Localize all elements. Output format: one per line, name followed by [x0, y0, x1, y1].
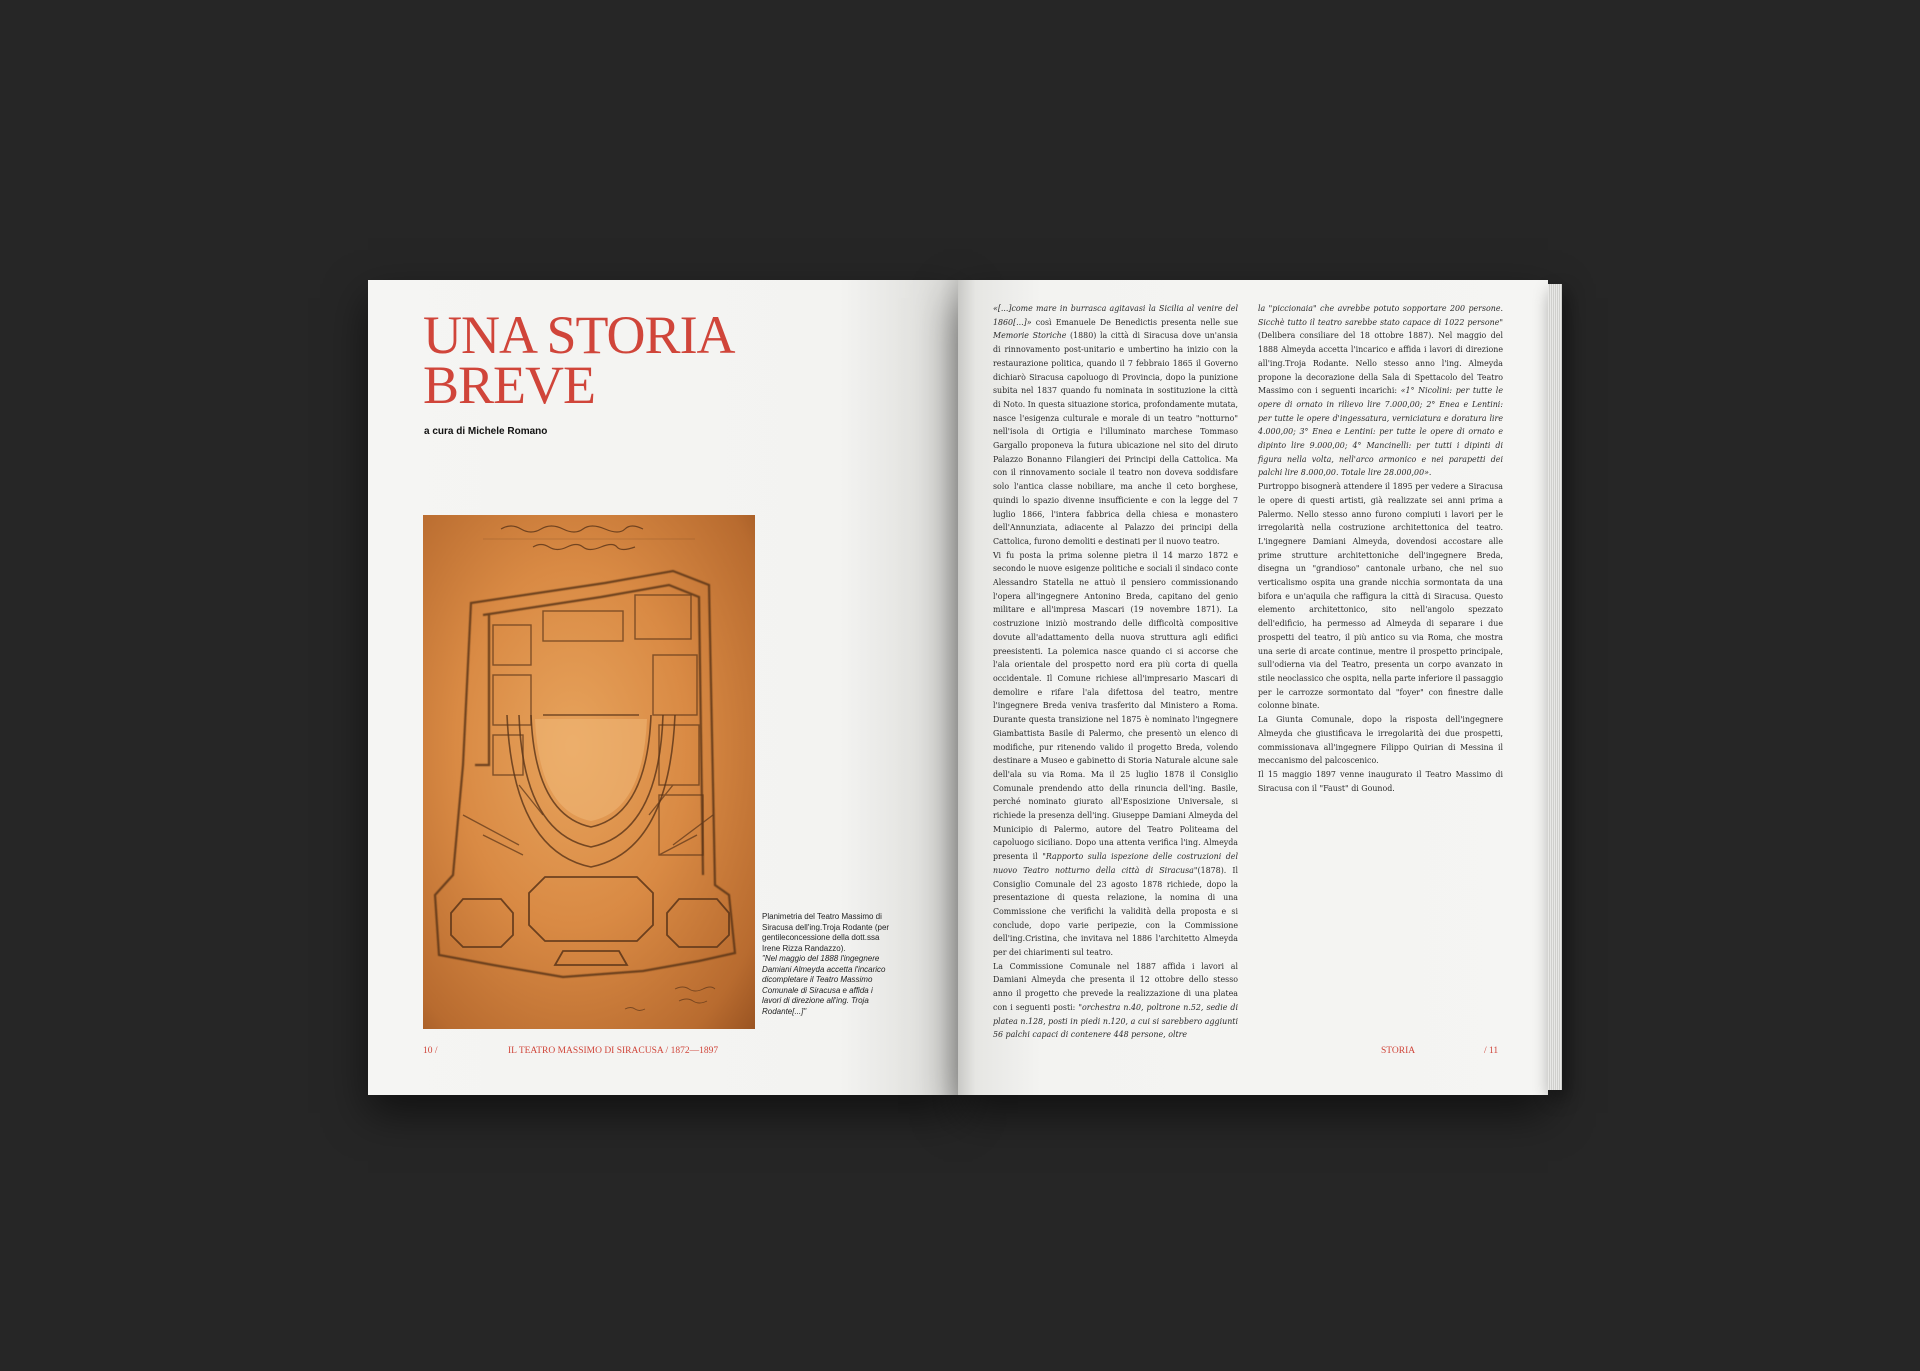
col2-p1-text: (Delibera consiliare del 18 ottobre 1887). Nel maggio del 1888 Almeyda accetta l'incarico e affida i lavori di direzione all'ing.Troja Rodante. Nello stesso anno l'ing. Almeyda propone la decorazione della Sala di Spettacolo del Teatro Massimo con i seguenti incarichi: — [1258, 331, 1503, 396]
col1-p2-text: Vi fu posta la prima solenne pietra il 14 marzo 1872 e secondo le nuove esigenze politiche e sociali il sindaco conte Alessandro Statella ne attuò il pensiero commissionando l'opera all'ingegnere Antonino Breda, capitano del genio militare e all'impresa Mascari (19 novembre 1871). La costruzione iniziò mostrando delle difficoltà compositive dovute all'adattamento della nuova struttura agli edifici preesistenti. La polemica nasce quando ci si accorse che l'ala orientale del prospetto nord era più corta di quella occidentale. Il Comune richiese all'impresario Mascari di demolire e rifare l'ala difettosa del teatro, mentre l'ingegnere Breda veniva trasferito dal Ministero a Roma. Durante questa transizione nel 1875 è nominato l'ingegnere Giambattista Basile di Palermo, che presentò un elenco di modifiche, pur ritenendo valido il progetto Breda, volendo destinare a Museo e gabinetto di Storia Naturale alcune sale dell'ala su via Roma. Ma il 25 luglio 1878 il Consiglio Comunale prendendo atto della rinuncia dell'ing. Basile, perché nominato giurato all'Esposizione Universale, si richiede la presenza dell'ing. Giuseppe Damiani Almeyda del Municipio di Palermo, autore del Teatro Politeama del capoluogo siciliano. Dopo una attenta verifica l'ing. Almeyda presenta il — [993, 550, 1238, 862]
col1-paragraph-1 — [993, 302, 1238, 549]
col1-p2-text-b: (1878). Il Consiglio Comunale del 23 agosto 1878 richiede, dopo la presentazione di questa relazione, la nomina di una Commissione che verifichi la validità della proposta e si conclude, dopo varie peripezie, con la Commissione dell'ing.Cristina, che invitava nel 1886 l'architetto Almeyda per dei chiarimenti sul teatro. — [993, 865, 1238, 958]
section-label: STORIA — [1381, 1046, 1416, 1056]
running-head: IL TEATRO MASSIMO DI SIRACUSA / 1872—1897 — [508, 1046, 719, 1056]
col2-paragraph-4: Il 15 maggio 1897 venne inaugurato il Teatro Massimo di Siracusa con il "Faust" di Gounod. — [1258, 769, 1503, 793]
byline: a cura di Michele Romano — [424, 426, 548, 437]
col1-paragraph-3 — [993, 960, 1238, 1042]
title-line-1: UNA STORIA — [423, 305, 735, 365]
title-line-2: BREVE — [423, 355, 596, 415]
left-page — [368, 280, 958, 1095]
auditorium-floor — [535, 719, 647, 821]
floor-plan-drawing — [423, 515, 755, 1029]
signature-marks — [625, 987, 715, 1011]
folio-page-number-left: 10 / — [423, 1046, 438, 1056]
caption-text: Planimetria del Teatro Massimo di Siracusa dell'ing.Troja Rodante (per gentileconcessione della dott.ssa Irene Rizza Randazzo). — [762, 912, 890, 953]
text-column-1 — [993, 302, 1238, 1042]
folio-page-number-right: / 11 — [1484, 1046, 1499, 1056]
col1-p1-text-b: (1880) la città di Siracusa dove un'ansia di rinnovamento post-unitario e umbertino ha inizio con la restaurazione politica, quando il 7 febbraio 1865 il Governo dichiarò Siracusa capoluogo di Provincia, dopo la punizione subita nel 1837 quando fu nominata in sostituzione la città di Noto. In questa situazione storica, profondamente mutata, nasce l'esigenza culturale e morale di un teatro "notturno" nell'isola di Ortigia e l'illuminato marchese Tommaso Gargallo proponeva la futura ubicazione nel sito del diruto Palazzo Bonanno Filangieri dei Principi della Cattolica. Ma con il rinnovamento sociale il teatro non doveva soddisfare solo l'antica classe nobiliare, ma anche il ceto borghese, quindi lo spazio divenne insufficiente e con la legge del 7 luglio 1866, l'intera fabbrica della chiesa e monastero dell'Annunziata, adiacente al Palazzo dei principi della Cattolica, furono demoliti e destinati per il nuovo teatro. — [993, 331, 1239, 546]
page-title — [423, 305, 735, 415]
col1-report-title: "Rapporto sulla ispezione delle costruzioni del nuovo Teatro notturno della città di Siracusa" — [993, 852, 1238, 875]
col1-paragraph-2 — [993, 549, 1238, 960]
page-stack-edge — [1548, 284, 1562, 1090]
col2-paragraph-3: La Giunta Comunale, dopo la risposta dell'ingegnere Almeyda che giustificava le irregolarità dei due prospetti, commissionava all'ingegnere Filippo Quirian di Messina il meccanismo del palcoscenico. — [1258, 715, 1503, 766]
col2-paragraph-1 — [1258, 302, 1503, 480]
col1-quote: «[...]come mare in burrasca agitavasi la Sicilia al venire del 1860[...]» — [993, 304, 1238, 327]
text-column-2 — [1258, 302, 1503, 795]
col1-p3-text: La Commissione Comunale nel 1887 affida i lavori al Damiani Almeyda che presenta il 12 ottobre dello stesso anno il progetto che prevede la realizzazione di una platea con i seguenti posti: — [993, 961, 1238, 1012]
floor-plan-image — [423, 515, 755, 1029]
col2-quote: la "piccionaia" che avrebbe potuto sopportare 200 persone. Sicchè tutto il teatro sarebbe stato capace di 1022 persone" — [1258, 304, 1503, 327]
col1-book-title: Memorie Storiche — [993, 331, 1067, 341]
col1-p3-quote: "orchestra n.40, poltrone n.52, sedie di platea n.128, posti in piedi n.120, a cui si sarebbero aggiunti 56 palchi capaci di contenere 448 persone, oltre — [993, 1002, 1238, 1040]
image-caption — [762, 912, 892, 1017]
col1-p1-text-a: così Emanuele De Benedictis presenta nelle sue — [1031, 317, 1238, 327]
handwritten-title-mark — [483, 526, 695, 550]
caption-quote: "Nel maggio del 1888 l'ingegnere Damiani Almeyda accetta l'incarico dicompletare il Teatro Massimo Comunale di Siracusa e affida i lavori di direzione all'ing. Troja Rodante[...]" — [762, 954, 886, 1016]
right-page — [958, 280, 1548, 1095]
col2-commissions: «1° Nicolini: per tutte le opere di ornato in rilievo lire 7.000,00; 2° Enea e Lentini: per tutte le opere d'ingessatura, verniciatura e doratura lire 4.000,00; 3° Enea e Lentini: per tutte le opere di ornato e dipinto lire 9.000,00; 4° Mancinelli: per tutti i dipinti di figura nella volta, nell'arco armonico e nei parapetti dei palchi lire 8.000,00. Totale lire 28.000,00». — [1258, 386, 1504, 478]
col2-paragraph-2: Purtroppo bisognerà attendere il 1895 per vedere a Siracusa le opere di questi artisti, già realizzate sei anni prima a Palermo. Nello stesso anno furono compiuti i lavori per le irregolarità nella costruzione architettonica del teatro. L'ingegnere Damiani Almeyda, dovendosi accostare alle prime strutture architettoniche dell'ingegnere Breda, disegna un "grandioso" cantonale urbano, che nel suo verticalismo ospita una grande nicchia sormontata da una bifora e un'aquila che raffigura la città di Siracusa. Questo elemento architettonico, sito nell'angolo spezzato dell'edificio, ha permesso ad Almeyda di separare i due prospetti del teatro, il più antico su via Roma, che mostra una serie di arcate continue, mentre il prospetto principale, sull'odierna via del Teatro, presenta un corpo avanzato in stile neoclassico che ospita, nella parte inferiore il passaggio per le carrozze sormontato dal "foyer" con finestre dalle colonne binate. — [1258, 482, 1503, 711]
lower-octagon-hall — [451, 877, 729, 965]
